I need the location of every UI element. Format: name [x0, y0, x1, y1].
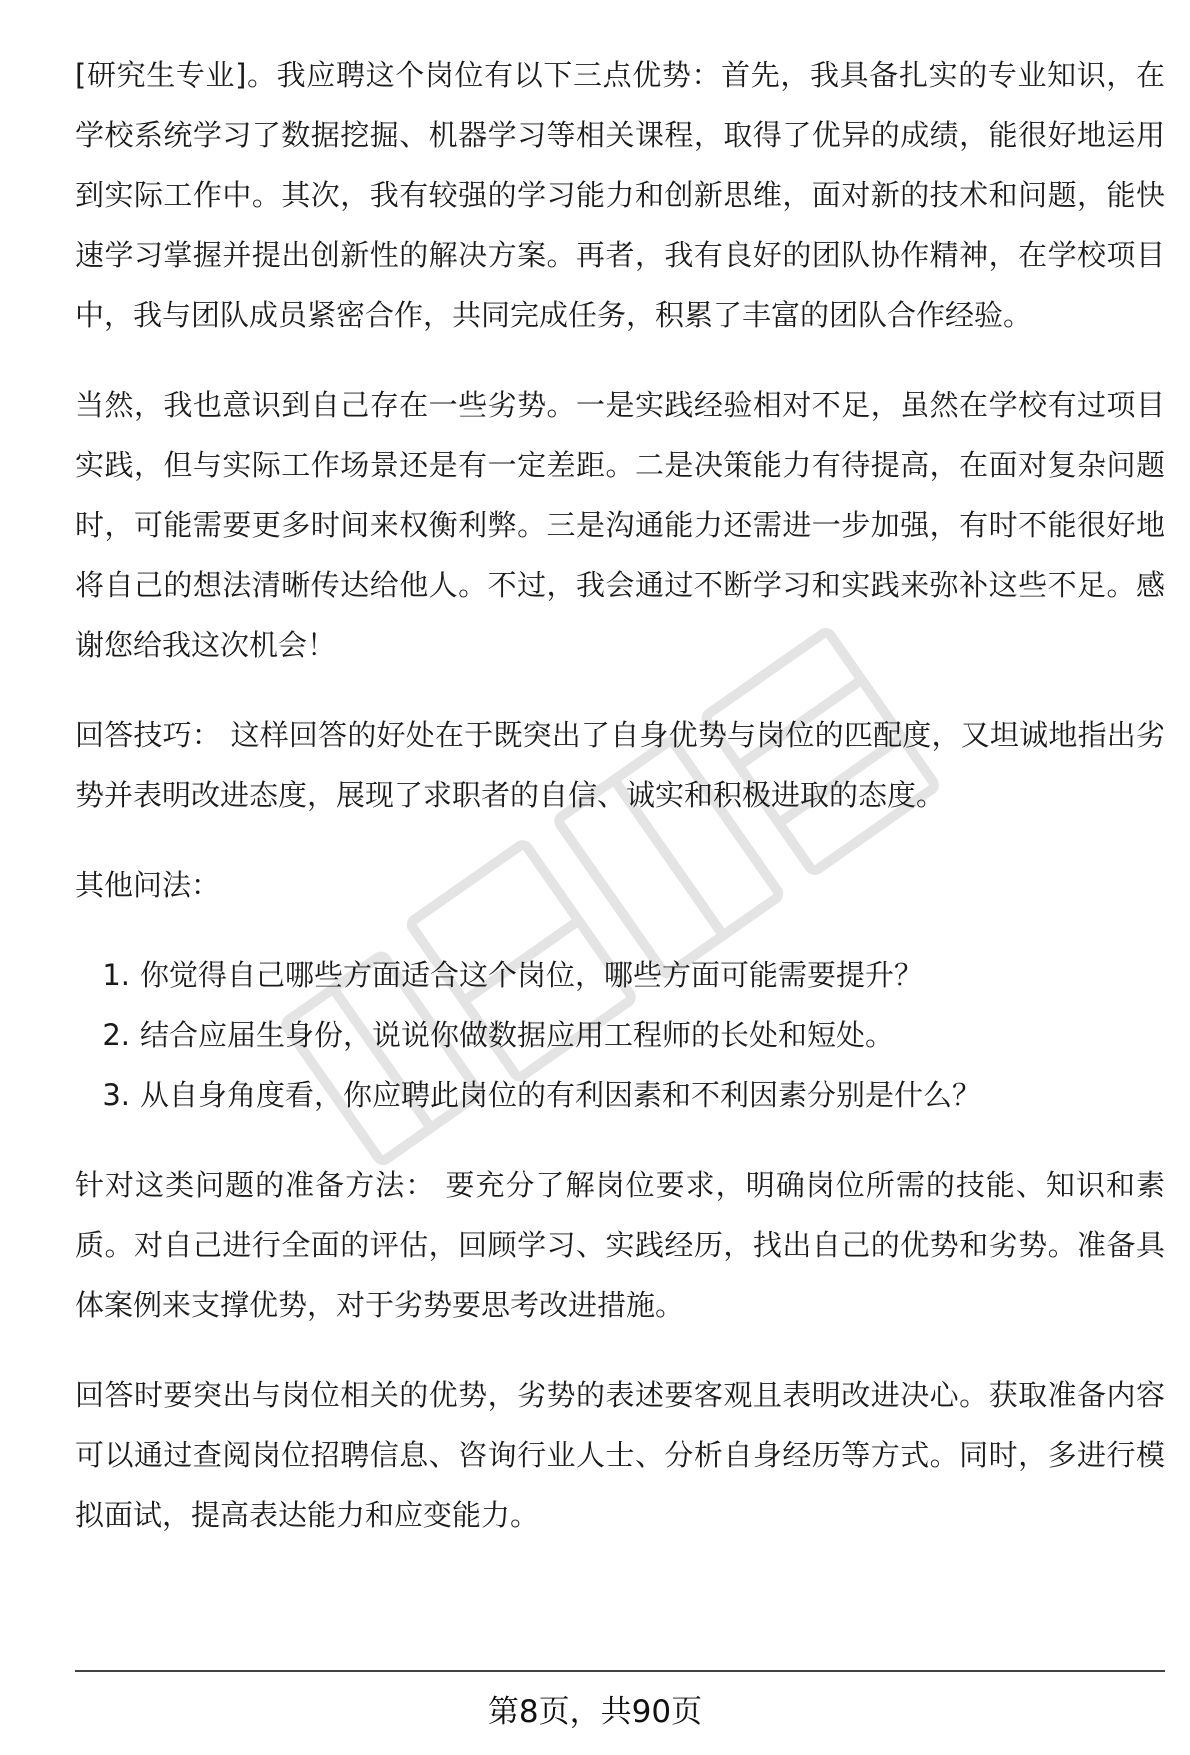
answer-tips-paragraph: 回答技巧： 这样回答的好处在于既突出了自身优势与岗位的匹配度，又坦诚地指出劣势并表明改进态度，展现了求职者的自信、诚实和积极进取的态度。 [75, 718, 1165, 812]
other-questions-list [75, 945, 1165, 1125]
page-number: 第8页，共90页 [487, 1694, 703, 1730]
other-questions-label: 其他问法： [75, 868, 221, 902]
list-item-number: 2. [102, 1018, 130, 1052]
list-item [75, 1005, 1165, 1065]
list-item-text: 你觉得自己哪些方面适合这个岗位，哪些方面可能需要提升？ [140, 958, 924, 992]
footer-divider [75, 1670, 1165, 1672]
list-item-text: 结合应届生身份，说说你做数据应用工程师的长处和短处。 [140, 1018, 895, 1052]
answer-advice-paragraph: 回答时要突出与岗位相关的优势，劣势的表述要客观且表明改进决心。获取准备内容可以通过查阅岗位招聘信息、咨询行业人士、分析自身经历等方式。同时，多进行模拟面试，提高表达能力和应变能力。 [75, 1378, 1165, 1532]
list-item [75, 945, 1165, 1005]
list-item-number: 1. [102, 958, 130, 992]
preparation-method-paragraph: 针对这类问题的准备方法： 要充分了解岗位要求，明确岗位所需的技能、知识和素质。对自己进行全面的评估，回顾学习、实践经历，找出自己的优势和劣势。准备具体案例来支撑优势，对于劣势要思考改进措施。 [75, 1168, 1165, 1322]
answer-weaknesses-paragraph: 当然，我也意识到自己存在一些劣势。一是实践经验相对不足，虽然在学校有过项目实践，但与实际工作场景还是有一定差距。二是决策能力有待提高，在面对复杂问题时，可能需要更多时间来权衡利弊。三是沟通能力还需进一步加强，有时不能很好地将自己的想法清晰传达给他人。不过，我会通过不断学习和实践来弥补这些不足。感谢您给我这次机会！ [75, 388, 1165, 662]
document-body [75, 45, 1165, 1575]
list-item-number: 3. [102, 1078, 130, 1112]
list-item-text: 从自身角度看，你应聘此岗位的有利因素和不利因素分别是什么？ [140, 1078, 982, 1112]
answer-strengths-paragraph: [研究生专业]。我应聘这个岗位有以下三点优势：首先，我具备扎实的专业知识，在学校系统学习了数据挖掘、机器学习等相关课程，取得了优异的成绩，能很好地运用到实际工作中。其次，我有较强的学习能力和创新思维，面对新的技术和问题，能快速学习掌握并提出创新性的解决方案。再者，我有良好的团队协作精神，在学校项目中，我与团队成员紧密合作，共同完成任务，积累了丰富的团队合作经验。 [75, 58, 1165, 332]
list-item [75, 1065, 1165, 1125]
